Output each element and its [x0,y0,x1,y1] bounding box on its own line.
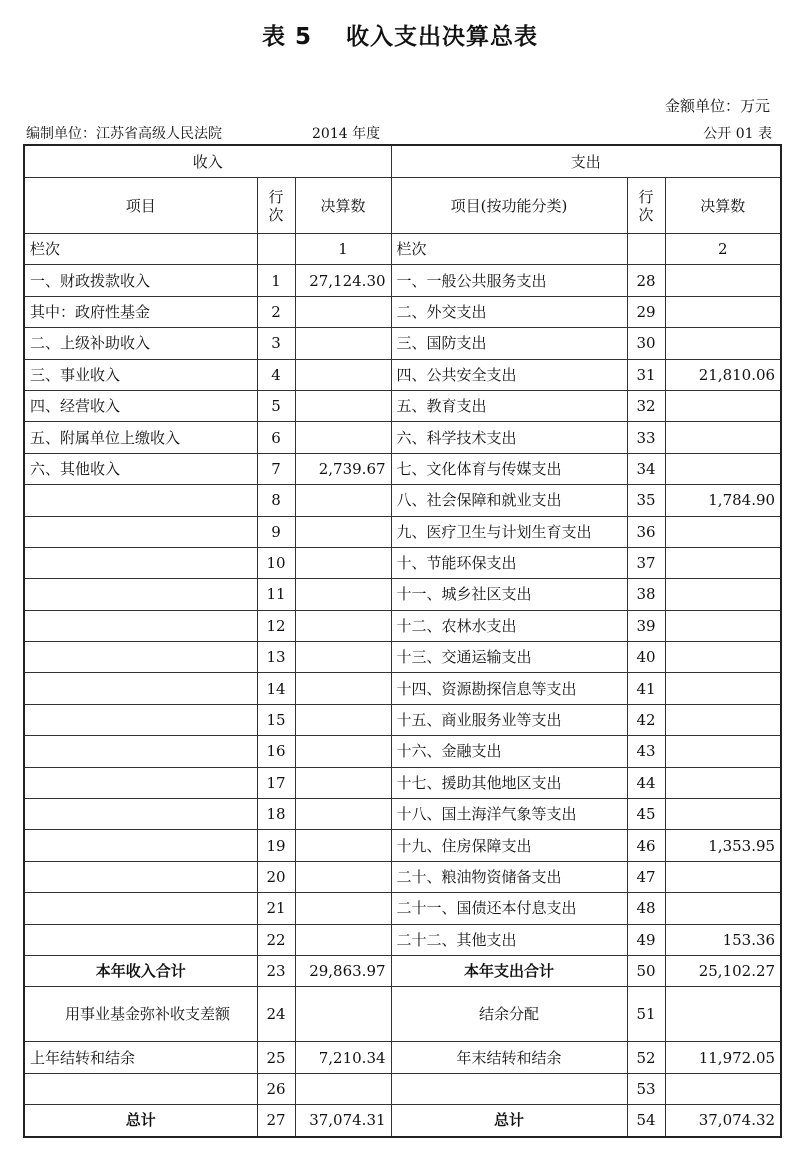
income-expense-table [23,144,782,1138]
income-line: 9 [257,516,295,547]
income-line: 17 [257,767,295,798]
income-amount [295,547,391,578]
blank-expense-amount [665,1073,781,1104]
income-line: 3 [257,328,295,359]
line-header-top: 行 [638,187,654,206]
expense-line: 39 [627,610,665,641]
blank-expense-line: 53 [627,1073,665,1104]
grand-income-total-amount: 37,074.31 [295,1105,391,1137]
income-amount [295,390,391,421]
expense-line: 34 [627,453,665,484]
carryover-label: 上年结转和结余 [24,1042,257,1073]
blank-row [24,1073,781,1104]
expense-amount [665,516,781,547]
table-title: 收入支出决算总表 [346,24,538,50]
income-line: 19 [257,830,295,861]
blank-expense-item [391,1073,627,1104]
expense-amount: 1,353.95 [665,830,781,861]
income-item [24,893,257,924]
income-line: 6 [257,422,295,453]
column-index-line [257,234,295,265]
income-item [24,924,257,955]
fiscal-year: 2014 年度 [312,126,381,142]
expense-amount: 153.36 [665,924,781,955]
column-index-row [24,234,781,265]
year-income-total-line: 23 [257,955,295,986]
expense-amount [665,453,781,484]
line-header-bottom: 次 [268,205,284,224]
expense-line: 49 [627,924,665,955]
table-row [24,736,781,767]
table-row [24,485,781,516]
expense-item: 三、国防支出 [391,328,627,359]
expense-amount-header: 决算数 [665,178,781,234]
income-amount [295,485,391,516]
table-row [24,767,781,798]
income-amount [295,296,391,327]
income-line: 12 [257,610,295,641]
table-row [24,642,781,673]
income-item: 五、附属单位上缴收入 [24,422,257,453]
expense-amount [665,390,781,421]
income-amount-header: 决算数 [295,178,391,234]
income-item [24,579,257,610]
expense-amount [665,296,781,327]
income-item [24,547,257,578]
income-line: 18 [257,799,295,830]
income-item-header: 项目 [24,178,257,234]
expense-amount [665,673,781,704]
table-row [24,328,781,359]
income-item [24,799,257,830]
expense-item: 十三、交通运输支出 [391,642,627,673]
income-amount [295,359,391,390]
income-amount [295,642,391,673]
expense-item: 九、医疗卫生与计划生育支出 [391,516,627,547]
income-line: 11 [257,579,295,610]
grand-expense-total-line: 54 [627,1105,665,1137]
year-total-row [24,955,781,986]
table-row [24,516,781,547]
expense-item: 十五、商业服务业等支出 [391,704,627,735]
income-amount [295,736,391,767]
expense-item: 十八、国土海洋气象等支出 [391,799,627,830]
header-row-columns [24,178,781,234]
income-amount [295,328,391,359]
expense-item: 一、一般公共服务支出 [391,265,627,296]
expense-amount [665,704,781,735]
expense-amount [665,265,781,296]
income-line: 8 [257,485,295,516]
income-item: 一、财政拨款收入 [24,265,257,296]
year-income-total-amount: 29,863.97 [295,955,391,986]
carryover-amount: 7,210.34 [295,1042,391,1073]
table-row [24,924,781,955]
expense-line: 29 [627,296,665,327]
income-amount [295,610,391,641]
reporting-unit: 编制单位：江苏省高级人民法院 [26,126,222,142]
column-index-income: 1 [295,234,391,265]
income-line: 15 [257,704,295,735]
grand-expense-total-amount: 37,074.32 [665,1105,781,1137]
expense-amount [665,861,781,892]
grand-expense-total-label: 总计 [391,1105,627,1137]
income-item: 其中：政府性基金 [24,296,257,327]
expense-item: 二十二、其他支出 [391,924,627,955]
expense-line: 43 [627,736,665,767]
expense-item: 十六、金融支出 [391,736,627,767]
expense-amount [665,893,781,924]
table-row [24,579,781,610]
table-row [24,453,781,484]
expense-item: 十七、援助其他地区支出 [391,767,627,798]
income-line: 7 [257,453,295,484]
page-title [0,18,800,51]
table-row [24,265,781,296]
income-amount [295,924,391,955]
expense-line: 46 [627,830,665,861]
expense-line: 48 [627,893,665,924]
expense-amount [665,736,781,767]
income-item: 六、其他收入 [24,453,257,484]
expense-amount [665,767,781,798]
expense-item: 六、科学技术支出 [391,422,627,453]
table-row [24,296,781,327]
income-line: 21 [257,893,295,924]
fund-balance-label: 用事业基金弥补收支差额 [24,987,257,1042]
expense-item: 八、社会保障和就业支出 [391,485,627,516]
year-expense-total-label: 本年支出合计 [391,955,627,986]
report-meta [26,123,772,141]
expense-amount [665,422,781,453]
carryover-line: 25 [257,1042,295,1073]
expense-line: 47 [627,861,665,892]
expense-item: 十四、资源勘探信息等支出 [391,673,627,704]
expense-line: 42 [627,704,665,735]
expense-item: 二十、粮油物资储备支出 [391,861,627,892]
expense-amount: 1,784.90 [665,485,781,516]
expense-amount: 21,810.06 [665,359,781,390]
income-amount [295,422,391,453]
income-section-header: 收入 [24,145,391,178]
year-end-balance-line: 52 [627,1042,665,1073]
income-line: 4 [257,359,295,390]
expense-line-header [627,178,665,234]
expense-amount [665,579,781,610]
expense-line: 37 [627,547,665,578]
expense-item: 七、文化体育与传媒支出 [391,453,627,484]
table-row [24,547,781,578]
expense-item: 十、节能环保支出 [391,547,627,578]
expense-line: 45 [627,799,665,830]
year-expense-total-amount: 25,102.27 [665,955,781,986]
income-item [24,673,257,704]
income-amount [295,861,391,892]
income-line: 2 [257,296,295,327]
income-amount [295,673,391,704]
grand-total-row [24,1105,781,1137]
surplus-distribution-line: 51 [627,987,665,1042]
line-header-top: 行 [268,187,284,206]
income-item [24,767,257,798]
income-amount [295,893,391,924]
blank-income-item [24,1073,257,1104]
expense-item: 十九、住房保障支出 [391,830,627,861]
income-amount [295,704,391,735]
expense-line: 44 [627,767,665,798]
expense-amount [665,328,781,359]
table-row [24,799,781,830]
expense-line: 38 [627,579,665,610]
income-line: 20 [257,861,295,892]
income-line-header [257,178,295,234]
fund-balance-line: 24 [257,987,295,1042]
currency-unit: 金额单位：万元 [664,97,770,115]
expense-line: 33 [627,422,665,453]
expense-amount [665,642,781,673]
expense-item-header: 项目(按功能分类) [391,178,627,234]
year-expense-total-line: 50 [627,955,665,986]
income-item [24,830,257,861]
table-row [24,893,781,924]
income-line: 14 [257,673,295,704]
income-amount [295,579,391,610]
line-header-bottom: 次 [638,205,654,224]
blank-income-amount [295,1073,391,1104]
expense-line: 30 [627,328,665,359]
expense-line: 40 [627,642,665,673]
income-line: 22 [257,924,295,955]
table-row [24,673,781,704]
column-index-expense: 2 [665,234,781,265]
expense-item: 二十一、国债还本付息支出 [391,893,627,924]
form-code: 公开 01 表 [703,126,772,142]
table-row [24,422,781,453]
table-row [24,704,781,735]
year-end-balance-amount: 11,972.05 [665,1042,781,1073]
expense-amount [665,799,781,830]
year-income-total-label: 本年收入合计 [24,955,257,986]
expense-amount [665,610,781,641]
column-index-label: 栏次 [391,234,627,265]
income-amount [295,799,391,830]
income-item [24,704,257,735]
income-amount [295,767,391,798]
income-item [24,610,257,641]
income-line: 13 [257,642,295,673]
income-item [24,516,257,547]
income-item: 三、事业收入 [24,359,257,390]
table-number: 表 5 [261,24,312,50]
income-item [24,642,257,673]
table-row [24,610,781,641]
expense-amount [665,547,781,578]
income-item [24,861,257,892]
grand-income-total-line: 27 [257,1105,295,1137]
expense-line: 28 [627,265,665,296]
expense-item: 十二、农林水支出 [391,610,627,641]
income-item: 四、经营收入 [24,390,257,421]
fund-balance-amount [295,987,391,1042]
income-item [24,485,257,516]
table-row [24,390,781,421]
income-item [24,736,257,767]
income-line: 10 [257,547,295,578]
year-end-balance-label: 年末结转和结余 [391,1042,627,1073]
surplus-distribution-amount [665,987,781,1042]
carryover-row [24,1042,781,1073]
expense-line: 36 [627,516,665,547]
expense-item: 十一、城乡社区支出 [391,579,627,610]
income-amount: 27,124.30 [295,265,391,296]
expense-item: 四、公共安全支出 [391,359,627,390]
income-amount: 2,739.67 [295,453,391,484]
expense-item: 五、教育支出 [391,390,627,421]
table-row [24,359,781,390]
expense-line: 32 [627,390,665,421]
income-line: 16 [257,736,295,767]
surplus-distribution-label: 结余分配 [391,987,627,1042]
fund-surplus-row [24,987,781,1042]
blank-income-line: 26 [257,1073,295,1104]
income-amount [295,516,391,547]
table-row [24,861,781,892]
expense-line: 41 [627,673,665,704]
expense-section-header: 支出 [391,145,781,178]
grand-income-total-label: 总计 [24,1105,257,1137]
header-row-sections [24,145,781,178]
column-index-line [627,234,665,265]
income-item: 二、上级补助收入 [24,328,257,359]
income-line: 1 [257,265,295,296]
expense-line: 31 [627,359,665,390]
table-row [24,830,781,861]
expense-line: 35 [627,485,665,516]
expense-item: 二、外交支出 [391,296,627,327]
column-index-label: 栏次 [24,234,257,265]
income-line: 5 [257,390,295,421]
income-amount [295,830,391,861]
